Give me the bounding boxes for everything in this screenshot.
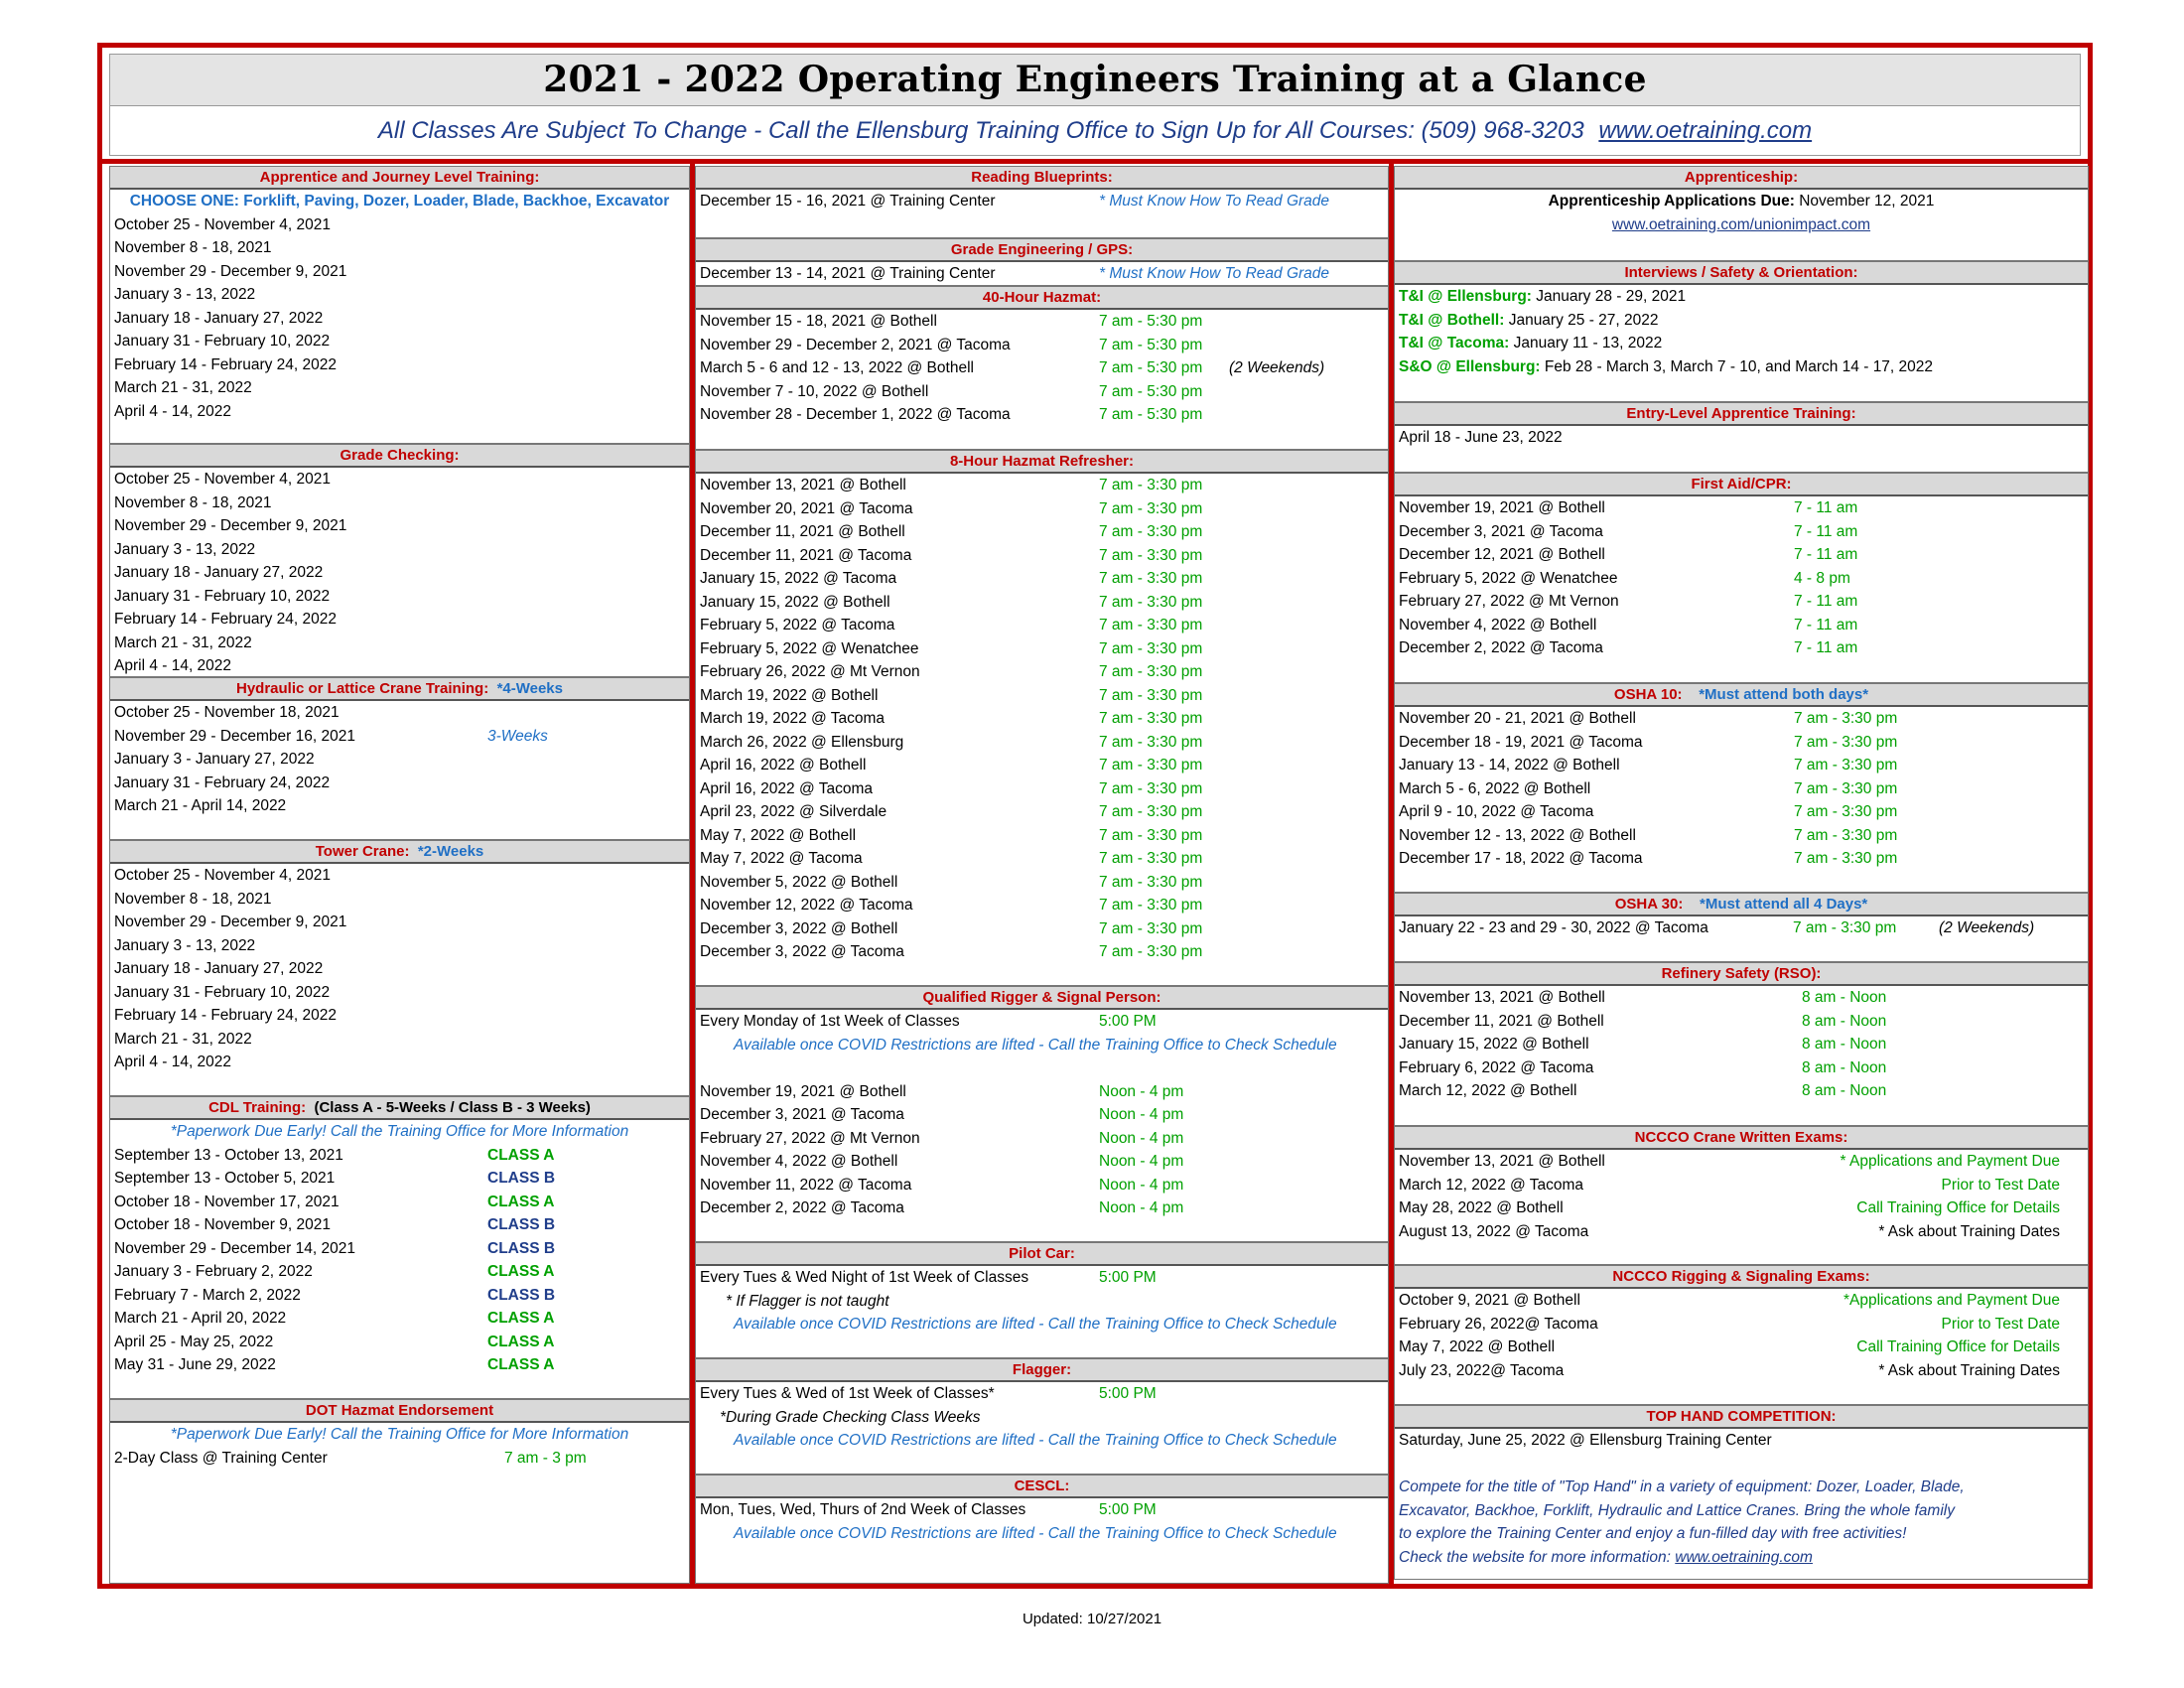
list-item: Every Monday of 1st Week of Classes 5:00 PM xyxy=(700,1013,1157,1030)
list-item: December 11, 2021 @ Bothell 8 am - Noon xyxy=(1399,1012,1887,1030)
top-hand-description: Compete for the title of "Top Hand" in a variety of equipment: Dozer, Loader, Blade, xyxy=(1399,1478,1965,1495)
applications-due: Apprenticeship Applications Due: November 12, 2021 xyxy=(1548,193,1935,210)
section-nccco-written xyxy=(1394,1126,2089,1265)
section-header: OSHA 30: *Must attend all 4 Days* xyxy=(1395,894,2088,916)
list-item: November 13, 2021 @ Bothell 8 am - Noon xyxy=(1399,989,1887,1006)
top-hand-description: to explore the Training Center and enjoy a fun-filled day with free activities! xyxy=(1399,1525,1907,1542)
grade-checking-note: *During Grade Checking Class Weeks xyxy=(720,1408,981,1426)
date-list xyxy=(1395,285,2088,378)
section-header: Reading Blueprints: xyxy=(696,167,1388,190)
list-item: October 9, 2021 @ Bothell *Applications and Payment Due xyxy=(1399,1292,2060,1309)
list-item: December 18 - 19, 2021 @ Tacoma 7 am - 3:30 pm xyxy=(1399,733,1898,751)
union-impact-link-row xyxy=(1395,213,2088,237)
list-item: November 20, 2021 @ Tacoma 7 am - 3:30 pm xyxy=(700,499,1203,517)
list-item: December 3, 2021 @ Tacoma Noon - 4 pm xyxy=(700,1106,1184,1123)
section-crane xyxy=(109,677,690,840)
list-item: March 21 - 31, 2022 xyxy=(114,379,252,396)
list-item: January 22 - 23 and 29 - 30, 2022 @ Tacoma 7 am - 3:30 pm (2 Weekends) xyxy=(1399,919,2035,936)
website-link[interactable]: www.oetraining.com xyxy=(1675,1548,1813,1566)
list-item: February 5, 2022 @ Tacoma 7 am - 3:30 pm xyxy=(700,617,1203,633)
list-item: May 7, 2022 @ Tacoma 7 am - 3:30 pm xyxy=(700,850,1203,867)
union-impact-link[interactable]: www.oetraining.com/unionimpact.com xyxy=(1611,215,1871,233)
section-header: TOP HAND COMPETITION: xyxy=(1395,1406,2088,1429)
list-item: November 5, 2022 @ Bothell 7 am - 3:30 pm xyxy=(700,873,1203,891)
list-item: March 21 - April 14, 2022 xyxy=(114,797,287,814)
section-cescl xyxy=(695,1475,1389,1584)
list-item: November 12, 2022 @ Tacoma 7 am - 3:30 pm xyxy=(700,897,1203,914)
list-item: February 26, 2022@ Tacoma Prior to Test Date xyxy=(1399,1315,2060,1333)
date-list xyxy=(110,1144,689,1377)
list-item: Every Tues & Wed of 1st Week of Classes* 5:00 PM xyxy=(700,1385,1157,1402)
list-item: December 3, 2022 @ Tacoma 7 am - 3:30 pm xyxy=(700,943,1203,960)
section-header: OSHA 10: *Must attend both days* xyxy=(1395,684,2088,707)
list-item: November 29 - December 2, 2021 @ Tacoma 7 am - 5:30 pm xyxy=(700,336,1203,353)
list-item: November 8 - 18, 2021 xyxy=(114,239,272,256)
list-item: October 25 - November 4, 2021 xyxy=(114,215,331,233)
list-item: December 2, 2022 @ Tacoma 7 - 11 am xyxy=(1399,639,1858,656)
list-item: November 20 - 21, 2021 @ Bothell 7 am - 3:30 pm xyxy=(1399,710,1898,727)
section-top-hand xyxy=(1394,1405,2089,1580)
list-item: January 3 - 13, 2022 xyxy=(114,936,256,954)
list-item: November 11, 2022 @ Tacoma Noon - 4 pm xyxy=(700,1176,1184,1194)
list-item: January 31 - February 24, 2022 xyxy=(114,774,331,791)
section-grade-checking xyxy=(109,444,690,677)
list-item: February 14 - February 24, 2022 xyxy=(114,355,338,373)
page-title: 2021 - 2022 Operating Engineers Training at a Glance xyxy=(109,54,2081,106)
left-column xyxy=(109,166,690,1584)
list-item: February 14 - February 24, 2022 xyxy=(114,1007,338,1024)
date-list xyxy=(1395,986,2088,1103)
list-item: May 28, 2022 @ Bothell Call Training Office for Details xyxy=(1399,1199,2060,1216)
list-item: 2-Day Class @ Training Center 7 am - 3 pm xyxy=(114,1449,587,1467)
section-header: 40-Hour Hazmat: xyxy=(696,287,1388,310)
covid-note: Available once COVID Restrictions are lifted - Call the Training Office to Check Schedule xyxy=(734,1316,1337,1333)
section-entry-level xyxy=(1394,402,2089,473)
right-column xyxy=(1394,166,2089,1584)
date-list xyxy=(1395,707,2088,871)
section-hazmat-8 xyxy=(695,450,1389,986)
list-item: February 26, 2022 @ Mt Vernon 7 am - 3:30 pm xyxy=(700,663,1203,680)
section-nccco-rigging xyxy=(1394,1265,2089,1405)
list-item: February 27, 2022 @ Mt Vernon 7 - 11 am xyxy=(1399,593,1858,610)
list-item: December 12, 2021 @ Bothell 7 - 11 am xyxy=(1399,546,1858,563)
list-item: January 3 - 13, 2022 xyxy=(114,286,256,303)
list-item: November 13, 2021 @ Bothell 7 am - 3:30 pm xyxy=(700,477,1203,493)
list-item: T&I @ Bothell: January 25 - 27, 2022 xyxy=(1399,311,1659,329)
list-item: S&O @ Ellensburg: Feb 28 - March 3, March 7 - 10, and March 14 - 17, 2022 xyxy=(1399,357,1934,375)
section-interviews xyxy=(1394,261,2089,402)
date-list xyxy=(110,864,689,1074)
section-header: 8-Hour Hazmat Refresher: xyxy=(696,451,1388,474)
list-item: January 31 - February 10, 2022 xyxy=(114,983,331,1001)
section-osha-10 xyxy=(1394,683,2089,893)
list-item: Saturday, June 25, 2022 @ Ellensburg Training Center xyxy=(1399,1432,1772,1449)
list-item: April 16, 2022 @ Tacoma 7 am - 3:30 pm xyxy=(700,779,1203,797)
section-dot-hazmat xyxy=(109,1399,690,1584)
list-item: November 19, 2021 @ Bothell Noon - 4 pm xyxy=(700,1082,1184,1100)
covid-note: Available once COVID Restrictions are lifted - Call the Training Office to Check Schedule xyxy=(734,1432,1337,1449)
section-header: Grade Engineering / GPS: xyxy=(696,239,1388,262)
list-item: November 28 - December 1, 2022 @ Tacoma 7 am - 5:30 pm xyxy=(700,406,1203,423)
covid-note: Available once COVID Restrictions are lifted - Call the Training Office to Check Schedule xyxy=(734,1036,1337,1054)
choose-one-note: CHOOSE ONE: Forklift, Paving, Dozer, Loader, Blade, Backhoe, Excavator xyxy=(129,193,670,210)
list-item: March 21 - April 20, 2022 CLASS A xyxy=(114,1310,555,1327)
list-item: March 5 - 6, 2022 @ Bothell 7 am - 3:30 pm xyxy=(1399,779,1898,797)
updated-date: Updated: 10/27/2021 xyxy=(1022,1611,1162,1627)
section-tower-crane xyxy=(109,840,690,1096)
top-hand-description: Check the website for more information: www.oetraining.com xyxy=(1399,1548,1813,1566)
list-item: November 7 - 10, 2022 @ Bothell 7 am - 5:30 pm xyxy=(700,382,1203,400)
list-item: April 18 - June 23, 2022 xyxy=(1399,429,1563,446)
list-item: January 15, 2022 @ Bothell 8 am - Noon xyxy=(1399,1036,1887,1053)
date-list xyxy=(110,468,689,678)
list-item: May 31 - June 29, 2022 CLASS A xyxy=(114,1356,555,1373)
list-item: November 12 - 13, 2022 @ Bothell 7 am - 3:30 pm xyxy=(1399,826,1898,844)
section-header: CDL Training: (Class A - 5-Weeks / Class B - 3 Weeks) xyxy=(110,1097,689,1120)
list-item: January 18 - January 27, 2022 xyxy=(114,960,324,977)
list-item: March 19, 2022 @ Tacoma 7 am - 3:30 pm xyxy=(700,710,1203,727)
section-header: DOT Hazmat Endorsement xyxy=(110,1400,689,1423)
section-header: Pilot Car: xyxy=(696,1243,1388,1266)
section-header: Flagger: xyxy=(696,1359,1388,1382)
list-item: December 11, 2021 @ Bothell 7 am - 3:30 pm xyxy=(700,523,1203,540)
spacer xyxy=(1395,1453,2088,1477)
list-item: September 13 - October 13, 2021 CLASS A xyxy=(114,1146,555,1164)
list-item: January 31 - February 10, 2022 xyxy=(114,587,331,605)
top-hand-description: Excavator, Backhoe, Forklift, Hydraulic and Lattice Cranes. Bring the whole family xyxy=(1399,1501,1955,1519)
section-rigger xyxy=(695,986,1389,1242)
list-item: April 4 - 14, 2022 xyxy=(114,1054,232,1070)
section-apprentice xyxy=(109,166,690,444)
date-list xyxy=(696,310,1388,427)
list-item: November 29 - December 14, 2021 CLASS B xyxy=(114,1239,556,1257)
section-flagger xyxy=(695,1358,1389,1475)
section-pilot-car xyxy=(695,1242,1389,1358)
list-item: January 18 - January 27, 2022 xyxy=(114,309,324,327)
list-item: March 12, 2022 @ Bothell 8 am - Noon xyxy=(1399,1082,1887,1099)
flagger-note: * If Flagger is not taught xyxy=(726,1292,889,1310)
list-item: Every Tues & Wed Night of 1st Week of Classes 5:00 PM xyxy=(700,1269,1157,1286)
list-item: January 3 - 13, 2022 xyxy=(114,540,256,558)
date-list xyxy=(1395,496,2088,660)
section-header: Hydraulic or Lattice Crane Training: *4-Weeks xyxy=(110,678,689,701)
list-item: February 5, 2022 @ Wenatchee 7 am - 3:30 pm xyxy=(700,639,1203,657)
section-gps xyxy=(695,238,1389,286)
list-item: December 3, 2022 @ Bothell 7 am - 3:30 pm xyxy=(700,919,1203,937)
section-header: Interviews / Safety & Orientation: xyxy=(1395,262,2088,285)
list-item: March 12, 2022 @ Tacoma Prior to Test Date xyxy=(1399,1176,2060,1194)
subtitle xyxy=(109,106,2081,156)
list-item: T&I @ Ellensburg: January 28 - 29, 2021 xyxy=(1399,288,1687,305)
list-item: Mon, Tues, Wed, Thurs of 2nd Week of Classes 5:00 PM xyxy=(700,1501,1157,1518)
spacer xyxy=(696,1056,1388,1080)
list-item: April 9 - 10, 2022 @ Tacoma 7 am - 3:30 pm xyxy=(1399,803,1898,820)
date-list xyxy=(1395,1289,2088,1382)
list-item: March 21 - 31, 2022 xyxy=(114,633,252,651)
list-item: January 18 - January 27, 2022 xyxy=(114,564,324,581)
list-item: April 16, 2022 @ Bothell 7 am - 3:30 pm xyxy=(700,757,1203,774)
section-header: Refinery Safety (RSO): xyxy=(1395,963,2088,986)
list-item: February 5, 2022 @ Wenatchee 4 - 8 pm xyxy=(1399,569,1850,587)
list-item: January 15, 2022 @ Bothell 7 am - 3:30 pm xyxy=(700,593,1203,611)
date-list xyxy=(696,1080,1388,1220)
covid-note: Available once COVID Restrictions are lifted - Call the Training Office to Check Schedule xyxy=(734,1524,1337,1542)
section-apprenticeship xyxy=(1394,166,2089,261)
list-item: February 7 - March 2, 2022 CLASS B xyxy=(114,1286,556,1304)
list-item: December 15 - 16, 2021 @ Training Center * Must Know How To Read Grade xyxy=(700,193,1330,210)
list-item: August 13, 2022 @ Tacoma * Ask about Training Dates xyxy=(1399,1222,2060,1240)
section-hazmat-40 xyxy=(695,286,1389,450)
middle-column xyxy=(695,166,1389,1584)
list-item: March 26, 2022 @ Ellensburg 7 am - 3:30 pm xyxy=(700,733,1203,751)
paperwork-note: *Paperwork Due Early! Call the Training Office for More Information xyxy=(170,1123,629,1140)
section-header: NCCCO Crane Written Exams: xyxy=(1395,1127,2088,1150)
subtitle-text: All Classes Are Subject To Change - Call the Ellensburg Training Office to Sign Up for All Courses: (509) 968-3203 xyxy=(377,117,1584,144)
section-osha-30 xyxy=(1394,893,2089,962)
list-item: October 18 - November 17, 2021 CLASS A xyxy=(114,1193,555,1210)
list-item: March 5 - 6 and 12 - 13, 2022 @ Bothell 7 am - 5:30 pm (2 Weekends) xyxy=(700,359,1325,376)
list-item: January 3 - January 27, 2022 xyxy=(114,751,315,768)
list-item: November 29 - December 9, 2021 xyxy=(114,262,347,280)
list-item: May 7, 2022 @ Bothell 7 am - 3:30 pm xyxy=(700,826,1203,844)
list-item: January 13 - 14, 2022 @ Bothell 7 am - 3:30 pm xyxy=(1399,757,1898,774)
list-item: January 15, 2022 @ Tacoma 7 am - 3:30 pm xyxy=(700,570,1203,587)
list-item: December 17 - 18, 2022 @ Tacoma 7 am - 3:30 pm xyxy=(1399,850,1898,867)
section-first-aid xyxy=(1394,473,2089,683)
list-item: November 29 - December 9, 2021 xyxy=(114,517,347,534)
list-item: July 23, 2022@ Tacoma * Ask about Training Dates xyxy=(1399,1361,2060,1379)
section-header: Grade Checking: xyxy=(110,445,689,468)
section-header: Apprentice and Journey Level Training: xyxy=(110,167,689,190)
list-item: December 3, 2021 @ Tacoma 7 - 11 am xyxy=(1399,522,1858,540)
section-header: Apprenticeship: xyxy=(1395,167,2088,190)
list-item: February 27, 2022 @ Mt Vernon Noon - 4 pm xyxy=(700,1129,1184,1147)
section-header: First Aid/CPR: xyxy=(1395,474,2088,496)
date-list xyxy=(696,474,1388,964)
section-header: Tower Crane: *2-Weeks xyxy=(110,841,689,864)
list-item: October 25 - November 18, 2021 xyxy=(114,704,340,721)
list-item: January 3 - February 2, 2022 CLASS A xyxy=(114,1263,555,1280)
list-item: November 13, 2021 @ Bothell * Applications and Payment Due xyxy=(1399,1153,2060,1170)
list-item: November 29 - December 16, 2021 3-Weeks xyxy=(114,727,548,745)
list-item: October 18 - November 9, 2021 CLASS B xyxy=(114,1216,556,1233)
list-item: October 25 - November 4, 2021 xyxy=(114,867,331,884)
list-item: December 11, 2021 @ Tacoma 7 am - 3:30 pm xyxy=(700,546,1203,564)
list-item: September 13 - October 5, 2021 CLASS B xyxy=(114,1170,556,1187)
list-item: November 4, 2022 @ Bothell 7 - 11 am xyxy=(1399,616,1858,633)
list-item: April 23, 2022 @ Silverdale 7 am - 3:30 pm xyxy=(700,803,1203,820)
divider xyxy=(102,159,2088,164)
section-header: Qualified Rigger & Signal Person: xyxy=(696,987,1388,1010)
list-item: March 21 - 31, 2022 xyxy=(114,1030,252,1048)
list-item: November 19, 2021 @ Bothell 7 - 11 am xyxy=(1399,499,1858,516)
list-item: January 31 - February 10, 2022 xyxy=(114,333,331,350)
list-item: October 25 - November 4, 2021 xyxy=(114,471,331,488)
list-item: T&I @ Tacoma: January 11 - 13, 2022 xyxy=(1399,335,1663,352)
date-list xyxy=(1395,1150,2088,1243)
date-list xyxy=(110,213,689,424)
list-item: February 14 - February 24, 2022 xyxy=(114,611,338,628)
list-item: April 4 - 14, 2022 xyxy=(114,657,232,674)
list-item: December 2, 2022 @ Tacoma Noon - 4 pm xyxy=(700,1199,1184,1216)
section-header: NCCCO Rigging & Signaling Exams: xyxy=(1395,1266,2088,1289)
list-item: May 7, 2022 @ Bothell Call Training Office for Details xyxy=(1399,1338,2060,1355)
list-item: November 29 - December 9, 2021 xyxy=(114,914,347,930)
list-item: April 25 - May 25, 2022 CLASS A xyxy=(114,1333,555,1350)
list-item: March 19, 2022 @ Bothell 7 am - 3:30 pm xyxy=(700,686,1203,704)
list-item: November 8 - 18, 2021 xyxy=(114,493,272,511)
section-blueprints xyxy=(695,166,1389,238)
list-item: December 13 - 14, 2021 @ Training Center * Must Know How To Read Grade xyxy=(700,265,1330,282)
calendar-frame xyxy=(97,43,2093,1589)
section-refinery xyxy=(1394,962,2089,1126)
list-item: February 6, 2022 @ Tacoma 8 am - Noon xyxy=(1399,1058,1887,1076)
list-item: April 4 - 14, 2022 xyxy=(114,402,232,420)
section-header: Entry-Level Apprentice Training: xyxy=(1395,403,2088,426)
date-list xyxy=(110,701,689,818)
list-item: November 8 - 18, 2021 xyxy=(114,890,272,908)
list-item: November 4, 2022 @ Bothell Noon - 4 pm xyxy=(700,1153,1184,1170)
section-header: CESCL: xyxy=(696,1476,1388,1498)
paperwork-note: *Paperwork Due Early! Call the Training Office for More Information xyxy=(170,1426,629,1443)
website-link[interactable]: www.oetraining.com xyxy=(1598,117,1813,144)
section-cdl xyxy=(109,1096,690,1399)
list-item: November 15 - 18, 2021 @ Bothell 7 am - 5:30 pm xyxy=(700,313,1203,330)
